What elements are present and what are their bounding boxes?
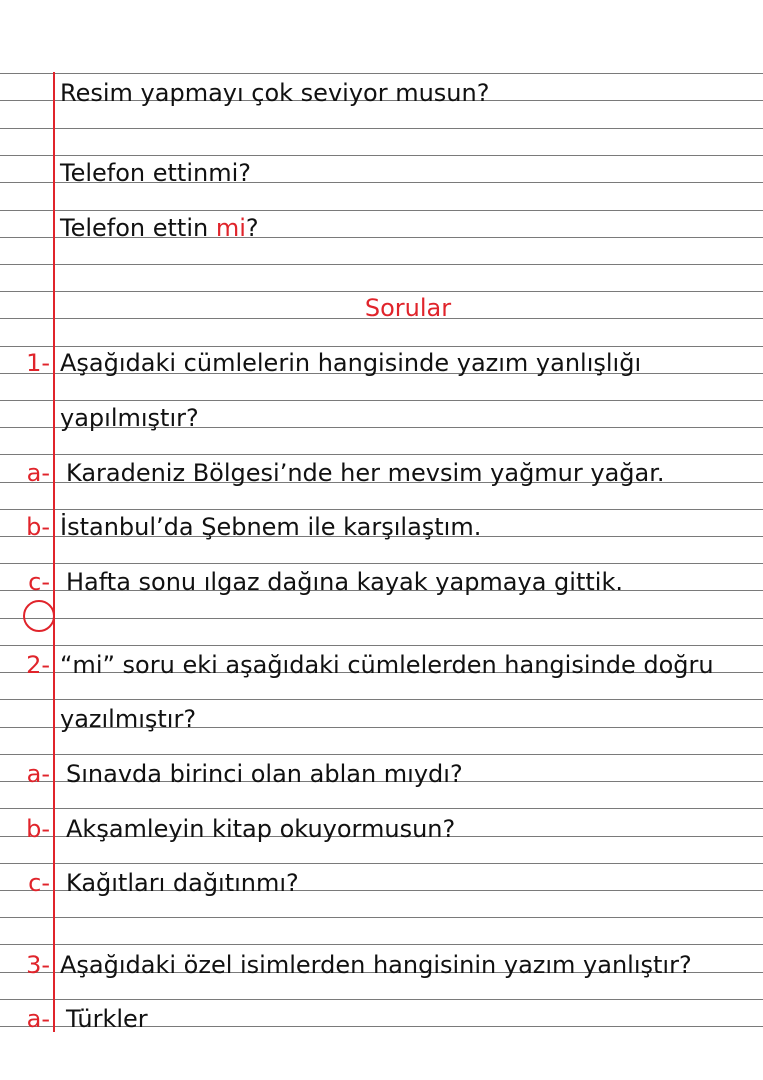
- example-line-3: [0, 213, 763, 253]
- question-text: “mi” soru eki aşağıdaki cümlelerden hangisinde doğru: [60, 651, 714, 679]
- question-text: Aşağıdaki özel isimlerden hangisinin yazım yanlıştır?: [60, 951, 692, 979]
- example-text: Resim yapmayı çok seviyor musun?: [60, 79, 490, 107]
- option-marker: b-: [26, 815, 50, 843]
- option-marker: a-: [26, 1005, 50, 1033]
- question-1: [0, 348, 763, 388]
- ruled-line: [0, 863, 763, 864]
- option-text: Kağıtları dağıtınmı?: [66, 869, 299, 897]
- question-text: yazılmıştır?: [60, 705, 197, 733]
- example-line-2: [0, 158, 763, 198]
- ruled-line: [0, 999, 763, 1000]
- option-row: [0, 1004, 763, 1044]
- question-number: 1-: [26, 349, 50, 377]
- option-text: Türkler: [66, 1005, 148, 1033]
- option-marker: b-: [26, 513, 50, 541]
- option-text: Karadeniz Bölgesi’nde her mevsim yağmur yağar.: [66, 459, 665, 487]
- highlighted-suffix: mi: [215, 214, 246, 242]
- option-row: [0, 512, 763, 552]
- question-2: [0, 650, 763, 690]
- ruled-line: [0, 509, 763, 510]
- ruled-line: [0, 264, 763, 265]
- option-row: [0, 814, 763, 854]
- option-row: [0, 759, 763, 799]
- ruled-line: [0, 645, 763, 646]
- question-3: [0, 950, 763, 990]
- ruled-line: [0, 917, 763, 918]
- option-marker: a-: [26, 760, 50, 788]
- example-text: [60, 213, 259, 243]
- example-line-1: [0, 78, 763, 118]
- example-text: Telefon ettinmi?: [60, 159, 252, 187]
- option-marker: a-: [26, 459, 50, 487]
- ruled-line: [0, 699, 763, 700]
- option-text: Hafta sonu ılgaz dağına kayak yapmaya gittik.: [66, 568, 623, 596]
- option-row: [0, 567, 763, 607]
- ruled-line: [0, 754, 763, 755]
- option-text: Akşamleyin kitap okuyormusun?: [66, 815, 456, 843]
- ruled-line: [0, 73, 763, 74]
- option-text: Sınavda birinci olan ablan mıydı?: [66, 760, 463, 788]
- answer-circle-mark: [23, 600, 55, 632]
- option-row: [0, 868, 763, 908]
- section-heading: Sorular: [364, 294, 452, 322]
- option-text: İstanbul’da Şebnem ile karşılaştım.: [60, 513, 482, 541]
- example-text-part: Telefon ettin: [60, 214, 216, 242]
- option-marker: c-: [28, 869, 50, 897]
- ruled-line: [0, 618, 763, 619]
- question-number: 2-: [26, 651, 50, 679]
- ruled-line: [0, 454, 763, 455]
- ruled-line: [0, 210, 763, 211]
- question-1-cont: [0, 403, 763, 443]
- ruled-line: [0, 155, 763, 156]
- option-marker: c-: [28, 568, 50, 596]
- example-text-part: ?: [245, 214, 259, 242]
- question-number: 3-: [26, 951, 50, 979]
- ruled-line: [0, 944, 763, 945]
- ruled-line: [0, 128, 763, 129]
- ruled-line: [0, 563, 763, 564]
- option-row: [0, 458, 763, 498]
- ruled-line: [0, 400, 763, 401]
- ruled-line: [0, 808, 763, 809]
- question-2-cont: [0, 704, 763, 744]
- question-text: Aşağıdaki cümlelerin hangisinde yazım yanlışlığı: [60, 349, 642, 377]
- question-text: yapılmıştır?: [60, 404, 199, 432]
